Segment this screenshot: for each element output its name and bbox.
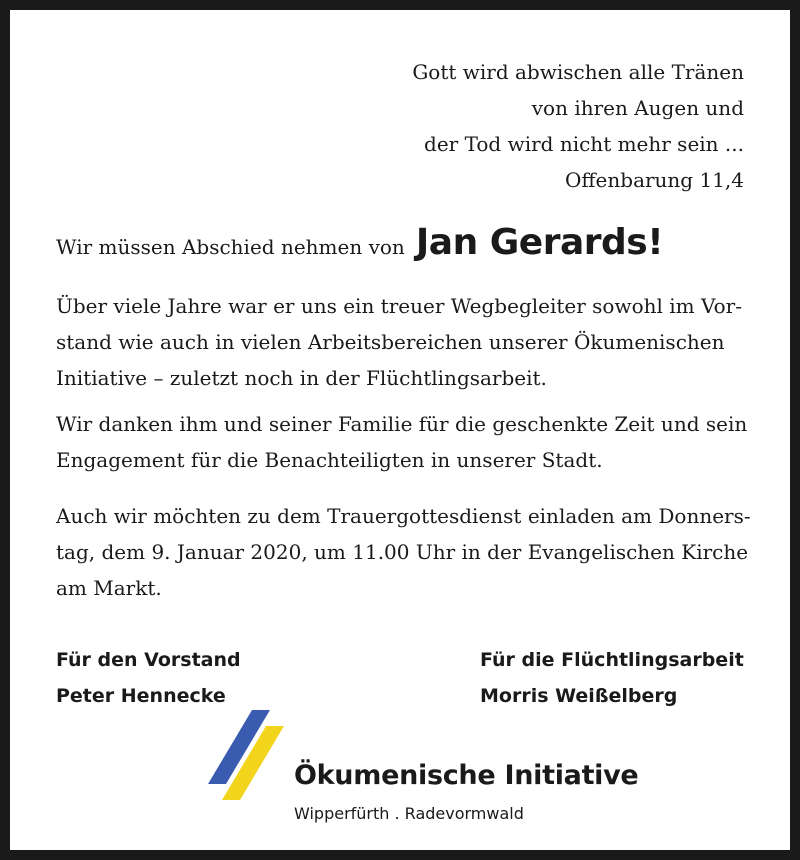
deceased-name: Jan Gerards! [415, 222, 664, 263]
verse-line: der Tod wird nicht mehr sein ... [424, 132, 744, 156]
signature-name: Morris Weißelberg [480, 685, 678, 707]
farewell-heading [56, 222, 663, 263]
paragraph-line: Engagement für die Benachteiligten in unserer Stadt. [56, 448, 603, 472]
paragraph-line: Auch wir möchten zu dem Trauergottesdienst einladen am Donners- [56, 504, 751, 528]
thanks-paragraph [56, 406, 746, 478]
signature-role: Für die Flüchtlingsarbeit [480, 649, 744, 671]
logo-subtitle: Wipperfürth . Radevormwald [294, 804, 524, 823]
verse-reference: Offenbarung 11,4 [564, 168, 744, 192]
service-invitation-paragraph [56, 498, 751, 606]
paragraph-line: Initiative – zuletzt noch in der Flüchtlingsarbeit. [56, 366, 547, 390]
bible-verse [412, 54, 744, 198]
paragraph-line: tag, dem 9. Januar 2020, um 11.00 Uhr in der Evangelischen Kirche [56, 540, 749, 564]
paragraph-line: stand wie auch in vielen Arbeitsbereichen unserer Ökumenischen [56, 330, 725, 354]
organization-logo [206, 704, 646, 824]
tribute-paragraph [56, 288, 746, 396]
verse-line: Gott wird abwischen alle Tränen [412, 60, 744, 84]
paragraph-line: Über viele Jahre war er uns ein treuer Wegbegleiter sowohl im Vor- [56, 294, 742, 318]
paragraph-line: Wir danken ihm und seiner Familie für die geschenkte Zeit und sein [56, 412, 748, 436]
farewell-lead: Wir müssen Abschied nehmen von [56, 235, 405, 259]
verse-line: von ihren Augen und [531, 96, 744, 120]
logo-mark-icon [206, 704, 286, 814]
paragraph-line: am Markt. [56, 576, 162, 600]
signature-role: Für den Vorstand [56, 649, 241, 671]
logo-title: Ökumenische Initiative [294, 760, 639, 791]
signature-name: Peter Hennecke [56, 685, 226, 707]
